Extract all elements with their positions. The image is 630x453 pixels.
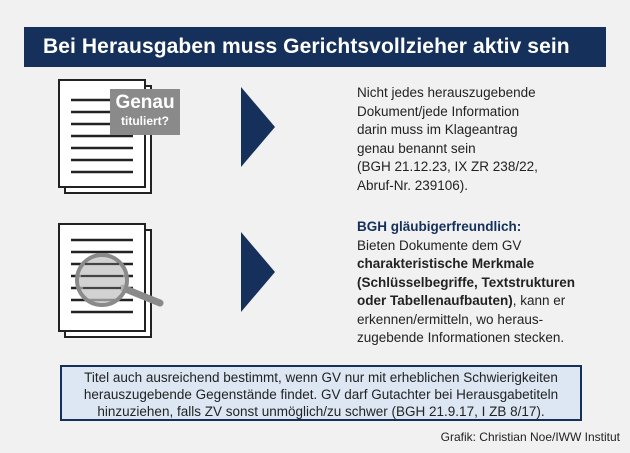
label-line-1: Genau	[115, 92, 175, 113]
section2-bold: charakteristische Merkmale (Schlüsselbegriffe, Textstrukturen oder Tabellenaufbauten)	[357, 256, 576, 308]
section2-text	[357, 218, 607, 348]
page-title: Bei Herausgaben muss Gerichtsvollzieher aktiv sein	[24, 27, 606, 67]
section1-line: darin muss im Klageantrag	[357, 122, 518, 137]
section1-text	[357, 84, 597, 195]
credit-text: Grafik: Christian Noe/IWW Institut	[440, 430, 620, 444]
magnifier-document-icon	[55, 218, 185, 348]
label-line-2: tituliert?	[121, 114, 169, 128]
section1-line: Dokument/jede Information	[357, 103, 520, 119]
label-tag-icon	[110, 89, 180, 135]
section1-line: Abruf-Nr. 239106).	[357, 177, 469, 193]
section1-line: Nicht jedes herauszugebende	[357, 85, 536, 100]
section1-line: (BGH 21.12.23, IX ZR 238/22,	[357, 159, 538, 174]
section2-part1: Bieten Dokumente dem GV	[357, 237, 522, 253]
arrow-right-icon	[241, 87, 277, 167]
note-line: hinzuziehen, falls ZV sonst unmöglich/zu schwer (BGH 21.9.17, I ZB 8/17).	[97, 404, 545, 419]
section1-line: genau benannt sein	[357, 140, 476, 156]
arrow-right-icon	[241, 232, 277, 312]
note-line: herauszugebende Gegenstände findet. GV darf Gutachter bei Herausgabetiteln	[83, 387, 559, 402]
note-box	[60, 365, 582, 421]
section2-heading: BGH gläubigerfreundlich:	[357, 219, 522, 234]
section2-part2: , kann er erkennen/ermitteln, wo heraus-zugebende Informationen stecken.	[357, 293, 566, 345]
note-line: Titel auch ausreichend bestimmt, wenn GV nur mit erheblichen Schwierigkeiten	[84, 370, 558, 385]
